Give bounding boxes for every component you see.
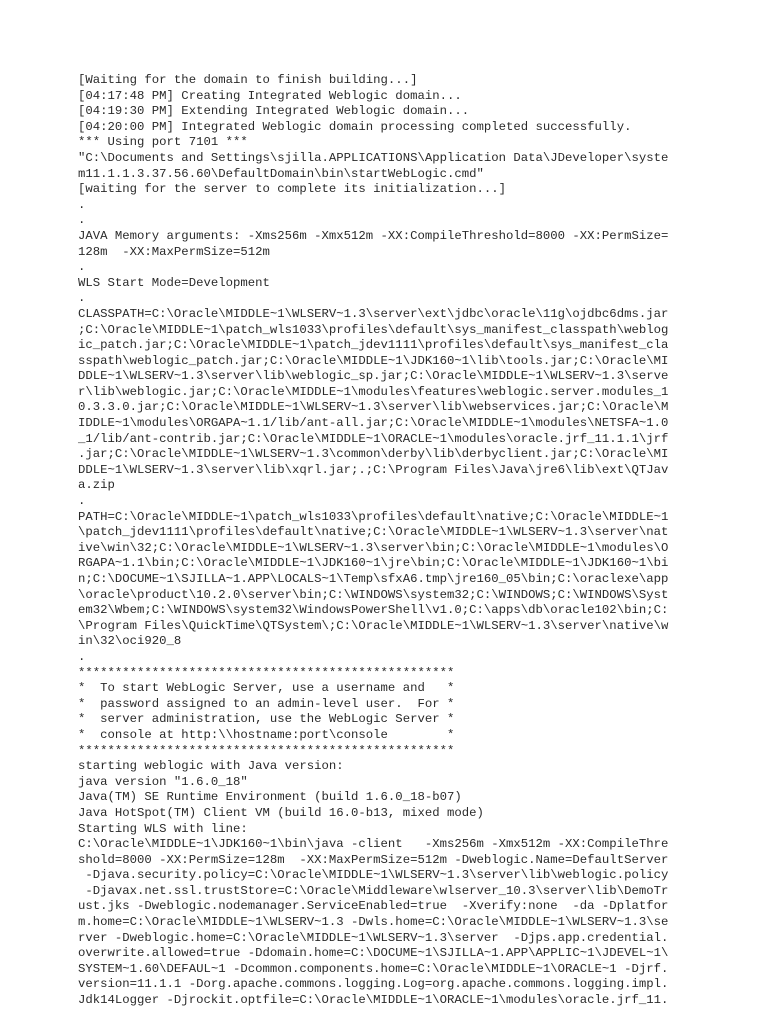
log-line: * console at http:\\hostname:port\console *	[78, 727, 455, 742]
log-line: n;C:\DOCUME~1\SJILLA~1.APP\LOCALS~1\Temp\sfxA6.tmp\jre160_05\bin;C:\oraclexe\app	[78, 572, 669, 586]
log-line: \patch_jdev1111\profiles\default\native;C:\Oracle\MIDDLE~1\WLSERV~1.3\server\nat	[78, 525, 669, 540]
log-line: [04:17:48 PM] Creating Integrated Weblogic domain...	[78, 88, 462, 103]
log-line: ***************************************************	[78, 743, 455, 758]
log-line: ic_patch.jar;C:\Oracle\MIDDLE~1\patch_jdev1111\profiles\default\sys_manifest_cla	[78, 338, 669, 353]
log-line: .	[78, 291, 86, 306]
log-line: [04:19:30 PM] Extending Integrated Weblogic domain...	[78, 104, 470, 119]
log-line: .	[78, 494, 86, 509]
log-line: DDLE~1\WLSERV~1.3\server\lib\weblogic_sp.jar;C:\Oracle\MIDDLE~1\WLSERV~1.3\serve	[78, 369, 669, 384]
log-line: _1/lib/ant-contrib.jar;C:\Oracle\MIDDLE~1\ORACLE~1\modules\oracle.jrf_11.1.1\jrf	[78, 431, 669, 446]
log-line: * server administration, use the WebLogic Server *	[78, 712, 455, 727]
log-line: java version "1.6.0_18"	[78, 774, 248, 789]
server-log-text	[78, 73, 694, 1009]
log-line: *** Using port 7101 ***	[78, 135, 248, 150]
log-line: overwrite.allowed=true -Ddomain.home=C:\DOCUME~1\SJILLA~1.APP\APPLIC~1\JDEVEL~1\	[78, 946, 669, 961]
log-line: -Djavax.net.ssl.trustStore=C:\Oracle\Middleware\wlserver_10.3\server\lib\DemoTr	[78, 883, 669, 898]
log-line: -Djava.security.policy=C:\Oracle\MIDDLE~1\WLSERV~1.3\server\lib\weblogic.policy	[78, 868, 669, 883]
log-line: [04:20:00 PM] Integrated Weblogic domain processing completed successfully.	[78, 119, 632, 134]
log-line: sspath\weblogic_patch.jar;C:\Oracle\MIDDLE~1\JDK160~1\lib\tools.jar;C:\Oracle\MI	[78, 353, 669, 368]
log-line: rver -Dweblogic.home=C:\Oracle\MIDDLE~1\WLSERV~1.3\server -Djps.app.credential.	[78, 930, 669, 945]
log-line: .	[78, 213, 86, 228]
log-line: Java HotSpot(TM) Client VM (build 16.0-b13, mixed mode)	[78, 805, 484, 820]
log-line: [waiting for the server to complete its initialization...]	[78, 182, 507, 197]
log-line: RGAPA~1.1\bin;C:\Oracle\MIDDLE~1\JDK160~1\jre\bin;C:\Oracle\MIDDLE~1\JDK160~1\bi	[78, 556, 669, 571]
log-line: * password assigned to an admin-level user. For *	[78, 696, 455, 711]
log-line: DDLE~1\WLSERV~1.3\server\lib\xqrl.jar;.;C:\Program Files\Java\jre6\lib\ext\QTJav	[78, 462, 669, 477]
log-line: [Waiting for the domain to finish building...]	[78, 73, 418, 87]
log-line: version=11.1.1 -Dorg.apache.commons.logging.Log=org.apache.commons.logging.impl.	[78, 977, 669, 992]
log-line: ***************************************************	[78, 665, 455, 680]
log-line: \Program Files\QuickTime\QTSystem\;C:\Oracle\MIDDLE~1\WLSERV~1.3\server\native\w	[78, 618, 669, 633]
log-line: .	[78, 649, 86, 664]
log-line: JAVA Memory arguments: -Xms256m -Xmx512m -XX:CompileThreshold=8000 -XX:PermSize=	[78, 228, 669, 243]
log-line: Starting WLS with line:	[78, 821, 248, 836]
log-line: r\lib\weblogic.jar;C:\Oracle\MIDDLE~1\modules\features\weblogic.server.modules_1	[78, 384, 669, 399]
log-line: m11.1.1.3.37.56.60\DefaultDomain\bin\startWebLogic.cmd"	[78, 166, 484, 181]
log-line: * To start WebLogic Server, use a username and *	[78, 681, 455, 696]
log-line: em32\Wbem;C:\WINDOWS\system32\WindowsPowerShell\v1.0;C:\apps\db\oracle102\bin;C:	[78, 603, 669, 618]
log-line: PATH=C:\Oracle\MIDDLE~1\patch_wls1033\profiles\default\native;C:\Oracle\MIDDLE~1	[78, 509, 669, 524]
log-line: 128m -XX:MaxPermSize=512m	[78, 244, 270, 259]
log-line: 0.3.3.0.jar;C:\Oracle\MIDDLE~1\WLSERV~1.3\server\lib\webservices.jar;C:\Oracle\M	[78, 400, 669, 415]
log-line: .	[78, 197, 86, 212]
log-line: WLS Start Mode=Development	[78, 275, 270, 290]
log-line: ive\win\32;C:\Oracle\MIDDLE~1\WLSERV~1.3\server\bin;C:\Oracle\MIDDLE~1\modules\O	[78, 540, 669, 555]
log-line: "C:\Documents and Settings\sjilla.APPLICATIONS\Application Data\JDeveloper\syste	[78, 150, 669, 165]
log-line: CLASSPATH=C:\Oracle\MIDDLE~1\WLSERV~1.3\server\ext\jdbc\oracle\11g\ojdbc6dms.jar	[78, 306, 669, 321]
log-line: in\32\oci920_8	[78, 634, 182, 649]
log-line: Jdk14Logger -Djrockit.optfile=C:\Oracle\MIDDLE~1\ORACLE~1\modules\oracle.jrf_11.	[78, 993, 669, 1008]
log-line: Java(TM) SE Runtime Environment (build 1.6.0_18-b07)	[78, 790, 462, 805]
log-line: ust.jks -Dweblogic.nodemanager.ServiceEnabled=true -Xverify:none -da -Dplatfor	[78, 899, 669, 914]
log-line: .jar;C:\Oracle\MIDDLE~1\WLSERV~1.3\common\derby\lib\derbyclient.jar;C:\Oracle\MI	[78, 447, 669, 462]
log-line: ;C:\Oracle\MIDDLE~1\patch_wls1033\profiles\default\sys_manifest_classpath\weblog	[78, 322, 669, 337]
log-line: .	[78, 260, 86, 275]
log-line: \oracle\product\10.2.0\server\bin;C:\WINDOWS\system32;C:\WINDOWS;C:\WINDOWS\Syst	[78, 587, 669, 602]
log-line: IDDLE~1\modules\ORGAPA~1.1/lib/ant-all.jar;C:\Oracle\MIDDLE~1\modules\NETSFA~1.0	[78, 416, 669, 431]
log-line: C:\Oracle\MIDDLE~1\JDK160~1\bin\java -client -Xms256m -Xmx512m -XX:CompileThre	[78, 837, 669, 852]
log-line: shold=8000 -XX:PermSize=128m -XX:MaxPermSize=512m -Dweblogic.Name=DefaultServer	[78, 852, 669, 867]
log-line: starting weblogic with Java version:	[78, 759, 344, 774]
log-line: SYSTEM~1.60\DEFAUL~1 -Dcommon.components.home=C:\Oracle\MIDDLE~1\ORACLE~1 -Djrf.	[78, 961, 669, 976]
log-line: m.home=C:\Oracle\MIDDLE~1\WLSERV~1.3 -Dwls.home=C:\Oracle\MIDDLE~1\WLSERV~1.3\se	[78, 915, 669, 930]
log-line: a.zip	[78, 478, 115, 493]
